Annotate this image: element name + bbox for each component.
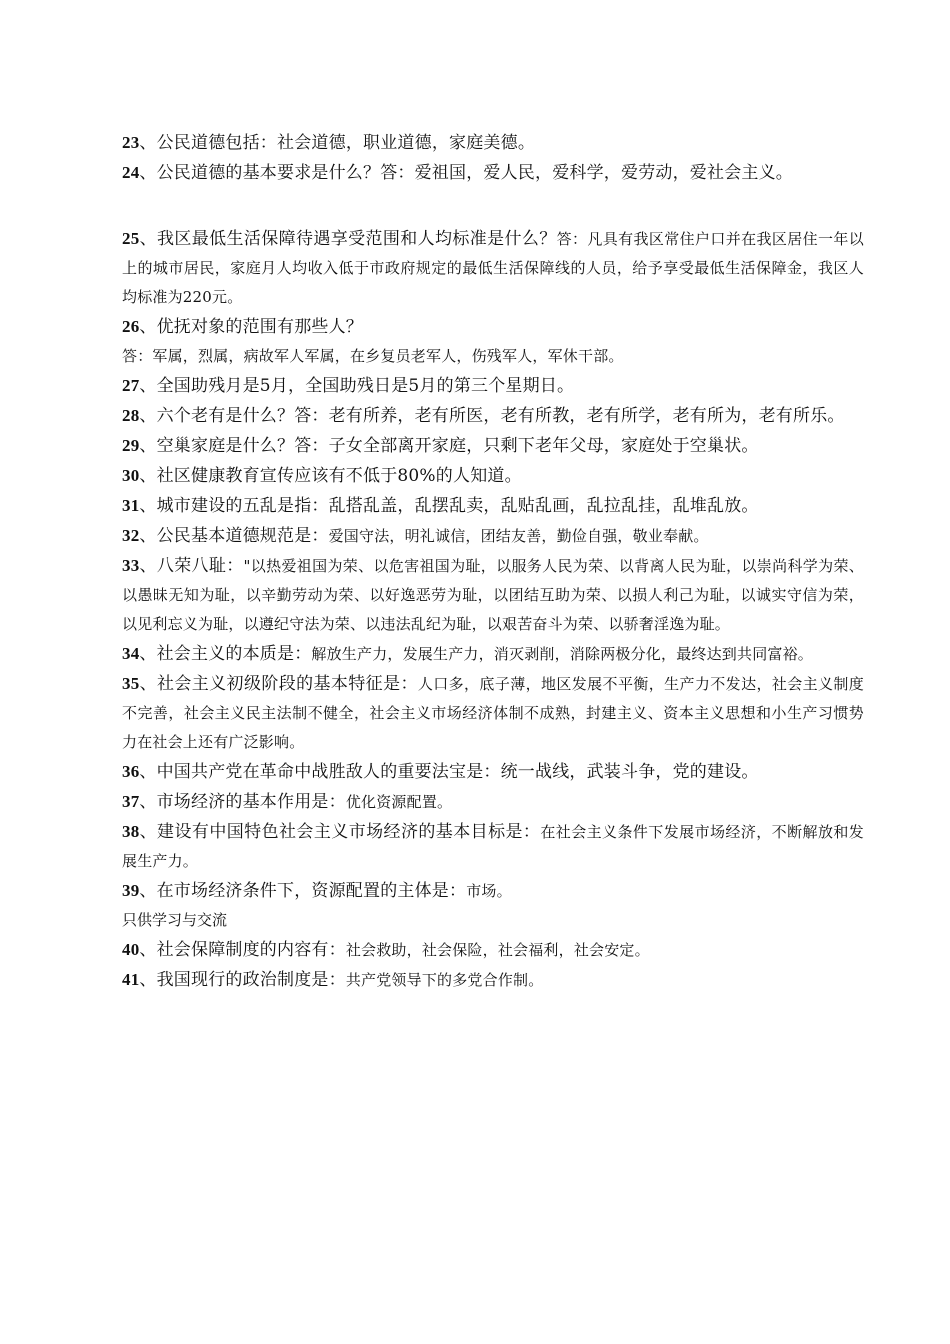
- blank-gap: [122, 188, 864, 224]
- item-28: 28、六个老有是什么？答：老有所养，老有所医，老有所教，老有所学，老有所为，老有所乐。: [122, 406, 845, 426]
- item-32: 32、公民基本道德规范是：爱国守法，明礼诚信，团结友善，勤俭自强，敬业奉献。: [122, 526, 709, 546]
- item-41: 41、我国现行的政治制度是：共产党领导下的多党合作制。: [122, 970, 544, 990]
- item-34: 34、社会主义的本质是：解放生产力，发展生产力，消灭剥削，消除两极分化，最终达到共同富裕。: [122, 644, 814, 664]
- item-33: 33、八荣八耻："以热爱祖国为荣、以危害祖国为耻，以服务人民为荣、以背离人民为耻，以崇尚科学为荣、以愚昧无知为耻，以辛勤劳动为荣、以好逸恶劳为耻，以团结互助为荣、以损人利己为耻，以诚实守信为荣，以见利忘义为耻，以遵纪守法为荣、以违法乱纪为耻，以艰苦奋斗为荣、以骄奢淫逸为耻。: [122, 556, 864, 633]
- item-30: 30、社区健康教育宣传应该有不低于80%的人知道。: [122, 466, 522, 486]
- item-40: 40、社会保障制度的内容有：社会救助，社会保险，社会福利，社会安定。: [122, 940, 650, 960]
- item-31: 31、城市建设的五乱是指：乱搭乱盖，乱摆乱卖，乱贴乱画，乱拉乱挂，乱堆乱放。: [122, 496, 759, 516]
- item-25: 25、我区最低生活保障待遇享受范围和人均标准是什么？答：凡具有我区常住户口并在我区居住一年以上的城市居民，家庭月人均收入低于市政府规定的最低生活保障线的人员，给予享受最低生活保障金，我区人均标准为220元。: [122, 229, 864, 306]
- item-26-answer: 答：军属，烈属，病故军人军属，在乡复员老军人，伤残军人，军休干部。: [122, 347, 624, 365]
- item-23: 23、公民道德包括：社会道德，职业道德，家庭美德。: [122, 133, 536, 153]
- item-36: 36、中国共产党在革命中战胜敌人的重要法宝是：统一战线，武装斗争，党的建设。: [122, 762, 759, 782]
- item-38: 38、建设有中国特色社会主义市场经济的基本目标是：在社会主义条件下发展市场经济，不断解放和发展生产力。: [122, 822, 864, 870]
- item-37: 37、市场经济的基本作用是：优化资源配置。: [122, 792, 453, 812]
- item-29: 29、空巢家庭是什么？答：子女全部离开家庭，只剩下老年父母，家庭处于空巢状。: [122, 436, 759, 456]
- item-35: 35、社会主义初级阶段的基本特征是：人口多，底子薄，地区发展不平衡，生产力不发达，社会主义制度不完善，社会主义民主法制不健全，社会主义市场经济体制不成熟，封建主义、资本主义思想和小生产习惯势力在社会上还有广泛影响。: [122, 674, 865, 751]
- item-26: 26、优抚对象的范围有那些人？: [122, 317, 364, 337]
- item-27: 27、全国助残月是5月，全国助残日是5月的第三个星期日。: [122, 376, 575, 396]
- document-page: [122, 128, 864, 995]
- item-39: 39、在市场经济条件下，资源配置的主体是：市场。: [122, 881, 512, 901]
- item-24: 24、公民道德的基本要求是什么？答：爱祖国，爱人民，爱科学，爱劳动，爱社会主义。: [122, 163, 794, 183]
- footer-note: 只供学习与交流: [122, 911, 228, 929]
